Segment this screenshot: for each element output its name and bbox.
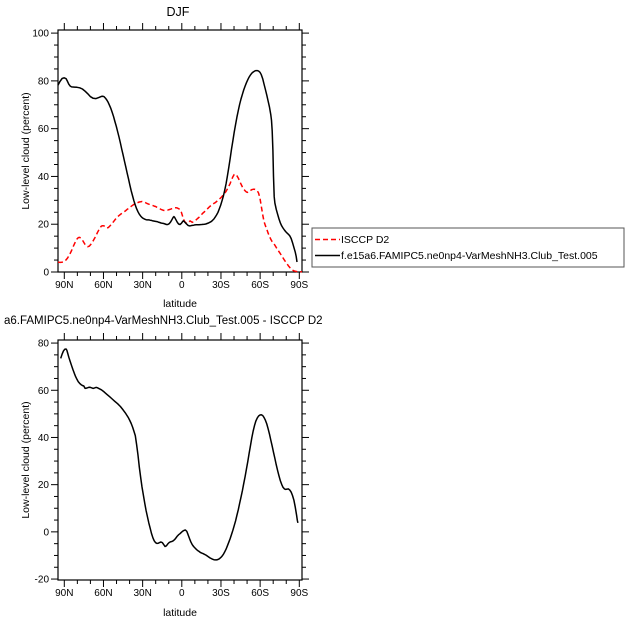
- y-axis-label: Low-level cloud (percent): [20, 401, 32, 519]
- y-tick-label: 80: [37, 338, 49, 350]
- x-axis-label: latitude: [163, 607, 197, 619]
- panel-djf: [20, 5, 309, 310]
- x-tick-label: 30S: [212, 588, 230, 599]
- panel-difference: [4, 315, 323, 619]
- series-model: [58, 71, 297, 262]
- y-tick-label: 20: [37, 480, 49, 492]
- y-axis-label: Low-level cloud (percent): [20, 92, 32, 210]
- panel-title: DJF: [166, 5, 190, 19]
- x-tick-label: 60S: [251, 280, 270, 291]
- legend-label-isccp-d2: ISCCP D2: [341, 234, 390, 246]
- x-tick-label: 60N: [94, 588, 113, 599]
- panel-title: a6.FAMIPC5.ne0np4-VarMeshNH3.Club_Test.005 - ISCCP D2: [4, 315, 323, 327]
- x-tick-label: 30N: [133, 280, 152, 291]
- y-tick-label: 0: [43, 267, 49, 279]
- x-tick-label: 90N: [55, 280, 74, 291]
- y-tick-label: 60: [37, 124, 49, 136]
- series-isccp-d2: [58, 174, 302, 272]
- y-tick-label: -20: [34, 574, 49, 586]
- y-tick-label: 40: [37, 171, 49, 183]
- x-tick-label: 60N: [94, 280, 113, 291]
- x-tick-label: 30N: [133, 588, 152, 599]
- legend: [312, 228, 624, 267]
- x-axis-label: latitude: [163, 298, 197, 310]
- legend-label-model: f.e15a6.FAMIPC5.ne0np4-VarMeshNH3.Club_Test.005: [341, 250, 598, 262]
- series-difference: [61, 349, 298, 560]
- y-tick-label: 100: [32, 28, 49, 40]
- x-tick-label: 0: [179, 588, 185, 599]
- y-tick-label: 80: [37, 76, 49, 88]
- x-tick-label: 90S: [290, 280, 309, 291]
- y-tick-label: 60: [37, 385, 49, 397]
- x-tick-label: 90N: [55, 588, 74, 599]
- y-tick-label: 20: [37, 219, 49, 231]
- axes-frame: [58, 340, 302, 580]
- x-tick-label: 30S: [212, 280, 230, 291]
- axes-frame: [58, 30, 302, 272]
- x-tick-label: 60S: [251, 588, 270, 599]
- y-tick-label: 0: [43, 527, 49, 539]
- x-tick-label: 0: [179, 280, 185, 291]
- x-tick-label: 90S: [290, 588, 309, 599]
- y-tick-label: 40: [37, 432, 49, 444]
